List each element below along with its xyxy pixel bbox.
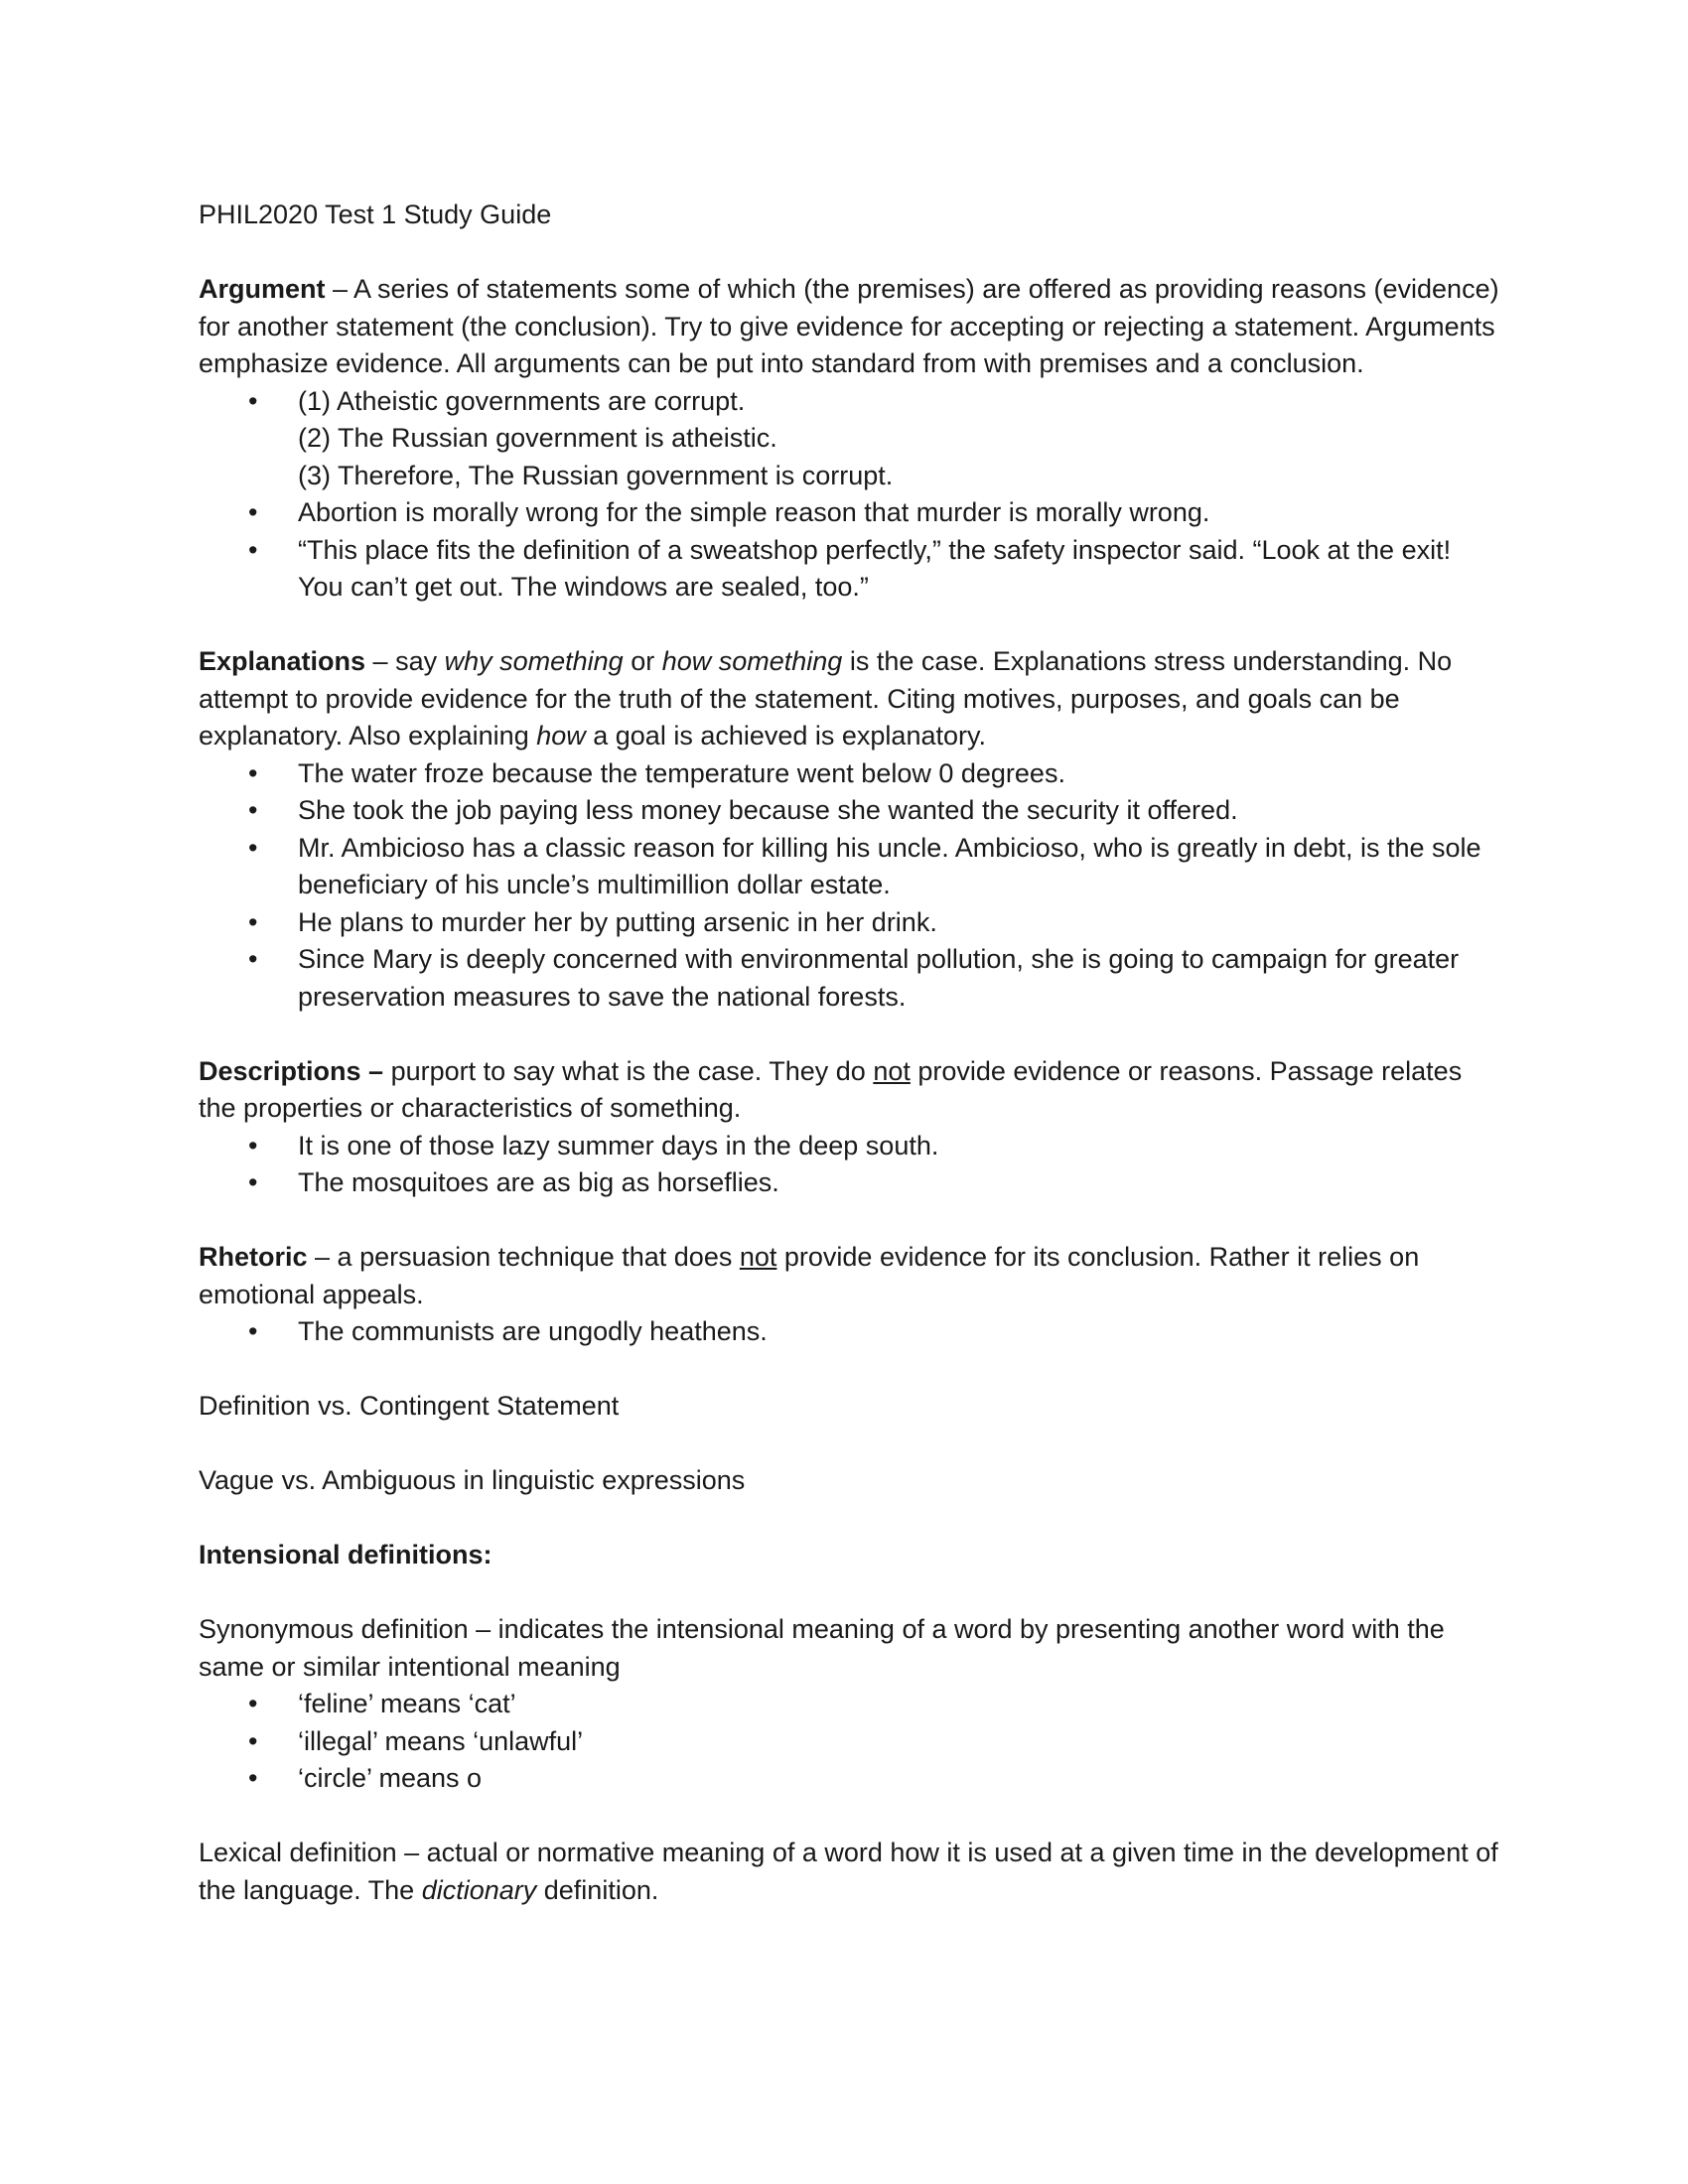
vague-vs-ambiguous: Vague vs. Ambiguous in linguistic expressions — [199, 1465, 746, 1495]
list-item: (3) Therefore, The Russian government is corrupt. — [298, 460, 894, 490]
text-span: Lexical definition – actual or normative meaning of a word how it is used at a given time in the development of the language. The — [199, 1838, 1498, 1905]
text-span: – a persuasion technique that does — [307, 1242, 740, 1272]
list-item: • ‘feline’ means ‘cat’ — [199, 1686, 1499, 1723]
page-title: PHIL2020 Test 1 Study Guide — [199, 200, 552, 229]
list-item: • He plans to murder her by putting arsenic in her drink. — [199, 904, 1499, 942]
descriptions-term: Descriptions – — [199, 1055, 384, 1086]
text-span: – say — [365, 646, 445, 676]
synonymous-examples — [199, 1686, 1499, 1798]
italic-text: why something — [444, 646, 624, 676]
list-item: (2) The Russian government is atheistic. — [298, 423, 777, 453]
underlined-text: not — [739, 1242, 777, 1272]
explanations-term: Explanations — [199, 646, 366, 676]
italic-text: how something — [661, 646, 843, 676]
definition-vs-contingent: Definition vs. Contingent Statement — [199, 1391, 620, 1421]
text-span: definition. — [536, 1874, 659, 1905]
list-item: • She took the job paying less money because she wanted the security it offered. — [199, 792, 1499, 830]
explanations-examples — [199, 755, 1499, 1017]
explanations-paragraph — [199, 643, 1499, 755]
argument-examples — [199, 383, 1499, 607]
text-span: provide evidence for its conclusion. Rather it relies on emotional appeals. — [199, 1242, 1420, 1309]
argument-term: Argument — [199, 274, 326, 304]
synonymous-paragraph: Synonymous definition – indicates the intensional meaning of a word by presenting another word with the same or similar intentional meaning — [199, 1614, 1445, 1682]
text-span: purport to say what is the case. They do — [383, 1055, 874, 1086]
argument-paragraph — [199, 271, 1499, 383]
rhetoric-paragraph — [199, 1239, 1499, 1313]
underlined-text: not — [873, 1055, 911, 1086]
list-item: • The communists are ungodly heathens. — [199, 1313, 1499, 1351]
document-page — [199, 197, 1499, 1909]
list-item: • Mr. Ambicioso has a classic reason for killing his uncle. Ambicioso, who is greatly in debt, is the sole beneficiary of his uncle’s multimillion dollar estate. — [199, 830, 1499, 904]
text-span: provide evidence or reasons. Passage relates the properties or characteristics of something. — [199, 1055, 1463, 1123]
list-item: • The mosquitoes are as big as horseflies. — [199, 1164, 1499, 1202]
argument-dash: – — [325, 274, 354, 304]
list-item: • The water froze because the temperature went below 0 degrees. — [199, 755, 1499, 793]
list-item: • Since Mary is deeply concerned with environmental pollution, she is going to campaign for greater preservation measures to save the national forests. — [199, 941, 1499, 1016]
text-span: a goal is achieved is explanatory. — [585, 721, 986, 751]
italic-text: how — [536, 721, 586, 751]
list-item: • ‘circle’ means o — [199, 1760, 1499, 1798]
text-span: or — [623, 646, 662, 676]
descriptions-paragraph — [199, 1053, 1499, 1128]
lexical-paragraph — [199, 1835, 1499, 1909]
list-item: • Abortion is morally wrong for the simple reason that murder is morally wrong. — [199, 494, 1499, 532]
list-item: • (1) Atheistic governments are corrupt. — [199, 383, 1499, 421]
rhetoric-term: Rhetoric — [199, 1242, 308, 1272]
list-item: • “This place fits the definition of a sweatshop perfectly,” the safety inspector said. “Look at the exit! You can’t get out. The windows are sealed, too.” — [199, 532, 1499, 607]
rhetoric-examples — [199, 1313, 1499, 1351]
argument-definition: A series of statements some of which (the premises) are offered as providing reasons (evidence) for another statement (the conclusion). Try to give evidence for accepting or rejecting a statement. Arguments emphasize evidence. All arguments can be put into standard from with premises and a conclusion. — [199, 274, 1499, 378]
list-item: • It is one of those lazy summer days in the deep south. — [199, 1128, 1499, 1165]
descriptions-examples — [199, 1128, 1499, 1202]
intensional-heading — [199, 1537, 1499, 1574]
intensional-heading-text: Intensional definitions: — [199, 1540, 492, 1570]
italic-text: dictionary — [421, 1874, 537, 1905]
list-item: • ‘illegal’ means ‘unlawful’ — [199, 1723, 1499, 1761]
text-span: is the case. Explanations stress understanding. No attempt to provide evidence for the truth of the statement. Citing motives, purposes, and goals can be explanatory. Also explaining — [199, 646, 1453, 751]
